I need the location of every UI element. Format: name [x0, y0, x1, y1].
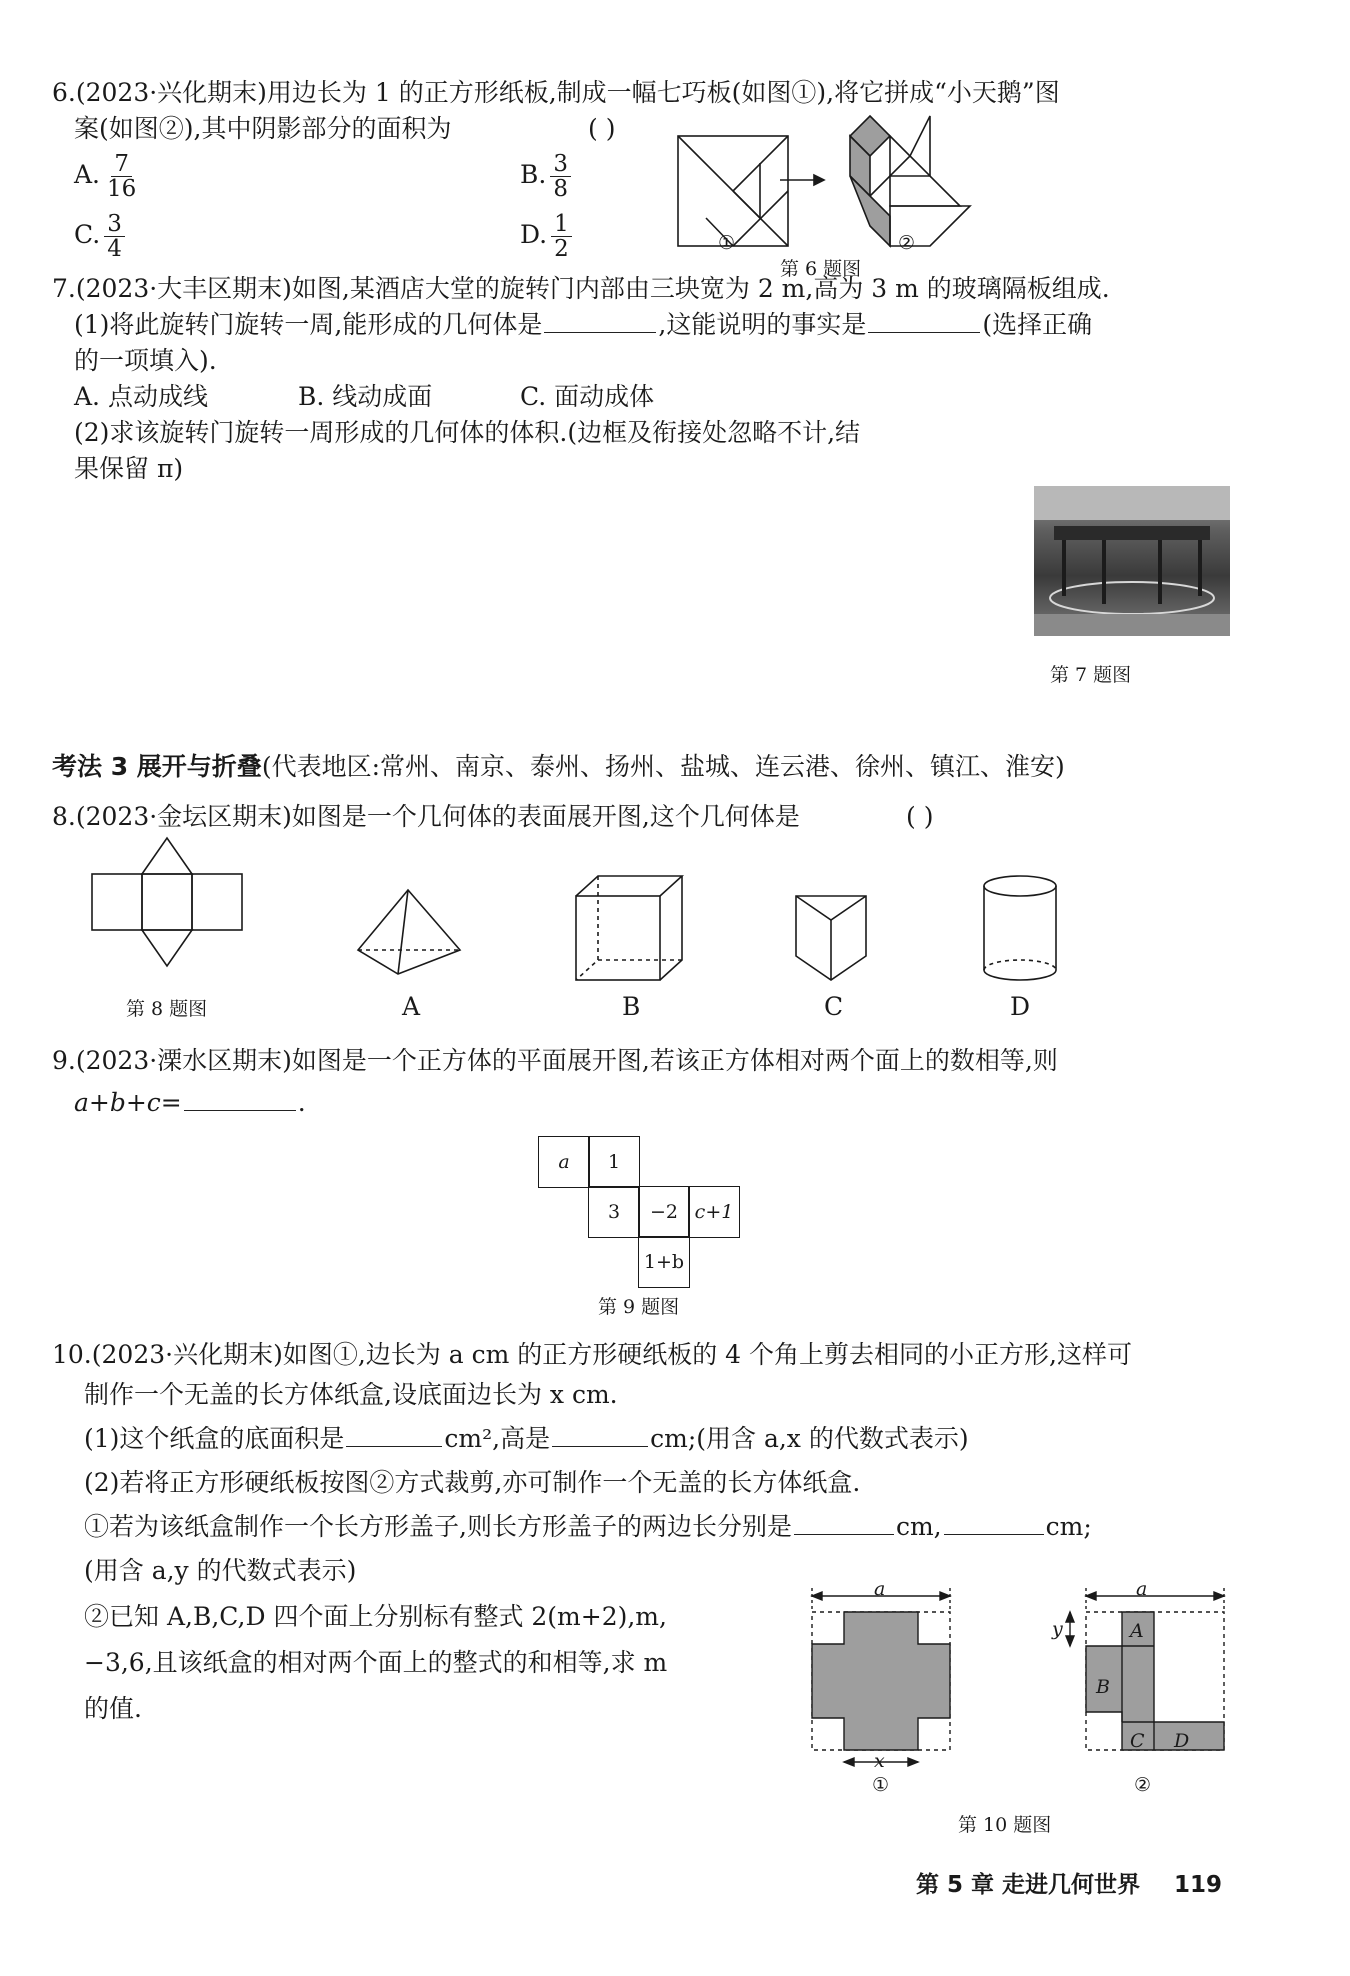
option-label: A.	[74, 160, 101, 190]
q8-line1: 8.(2023·金坛区期末)如图是一个几何体的表面展开图,这个几何体是	[52, 802, 800, 831]
q8-option-c-prism	[794, 894, 874, 984]
q10-fig2-y-label: y	[1052, 1618, 1063, 1640]
q10-line9: 的值.	[84, 1694, 142, 1723]
q6-answer-paren: ( )	[588, 114, 616, 143]
arrow-icon	[780, 175, 824, 185]
q7-option-a: A. 点动成线	[74, 382, 208, 411]
net-cell: c+1	[688, 1186, 740, 1238]
revolving-door-photo	[1034, 486, 1230, 636]
q10-line5: ①若为该纸盒制作一个长方形盖子,则长方形盖子的两边长分别是 cm, cm;	[84, 1512, 1092, 1541]
net-cell: a	[538, 1136, 590, 1188]
q10-fig2-face-c: C	[1130, 1730, 1145, 1752]
net-cell: 1	[588, 1136, 640, 1188]
q10-line1: 10.(2023·兴化期末)如图①,边长为 a cm 的正方形硬纸板的 4 个角上剪去相同的小正方形,这样可	[52, 1340, 1132, 1369]
q10-fig2-face-b: B	[1096, 1676, 1110, 1698]
option-label: C.	[74, 220, 101, 250]
swan-figure	[850, 116, 970, 246]
net-cell: −2	[638, 1186, 690, 1238]
q10-line7: ②已知 A,B,C,D 四个面上分别标有整式 2(m+2),m,	[84, 1602, 667, 1631]
q9-line2: a+b+c= .	[74, 1088, 306, 1117]
q7-option-c: C. 面动成体	[520, 382, 655, 411]
q7-line1: 7.(2023·大丰区期末)如图,某酒店大堂的旋转门内部由三块宽为 2 m,高为 3 m 的玻璃隔板组成.	[52, 274, 1110, 303]
q10-figure-1	[810, 1582, 960, 1796]
q8-option-b-label: B	[622, 992, 641, 1021]
answer-blank[interactable]	[346, 1424, 442, 1447]
q6-line2: 案(如图②),其中阴影部分的面积为	[74, 114, 452, 143]
q7-line3: 的一项填入).	[74, 346, 217, 375]
q9-line1: 9.(2023·溧水区期末)如图是一个正方体的平面展开图,若该正方体相对两个面上的数相等,则	[52, 1046, 1058, 1075]
q10-line3: (1)这个纸盒的底面积是 cm²,高是 cm;(用含 a,x 的代数式表示)	[84, 1424, 969, 1453]
option-label: B.	[520, 160, 547, 190]
answer-blank[interactable]	[868, 310, 980, 333]
option-label: D.	[520, 220, 548, 250]
q7-caption: 第 7 题图	[1050, 664, 1132, 686]
q10-line4: (2)若将正方形硬纸板按图②方式裁剪,亦可制作一个无盖的长方体纸盒.	[84, 1468, 861, 1497]
q10-line6: (用含 a,y 的代数式表示)	[84, 1556, 357, 1585]
q10-fig2-a-label: a	[1136, 1578, 1148, 1600]
answer-blank[interactable]	[544, 310, 656, 333]
q8-answer-paren: ( )	[906, 802, 934, 831]
q8-option-a-pyramid	[356, 888, 466, 988]
q10-fig1-a-label: a	[874, 1578, 886, 1600]
answer-blank[interactable]	[794, 1512, 894, 1535]
tangram-square	[678, 136, 788, 246]
q8-net-figure	[90, 834, 250, 994]
q10-fig2-face-d: D	[1174, 1730, 1190, 1752]
q8-option-b-cube	[574, 874, 684, 986]
section-3-heading: 考法 3 展开与折叠(代表地区:常州、南京、泰州、扬州、盐城、连云港、徐州、镇江、淮安)	[52, 752, 1065, 781]
q7-line2: (1)将此旋转门旋转一周,能形成的几何体是 ,这能说明的事实是 (选择正确	[74, 310, 1093, 339]
q7-line4: (2)求该旋转门旋转一周形成的几何体的体积.(边框及衔接处忽略不计,结	[74, 418, 861, 447]
net-cell: 1+b	[638, 1236, 690, 1288]
q8-option-a-label: A	[402, 992, 421, 1021]
q6-option-b: B. $\frac{3}{8}$	[520, 152, 571, 201]
q10-line2: 制作一个无盖的长方体纸盒,设底面边长为 x cm.	[84, 1380, 618, 1409]
q10-fig2-num: ②	[1134, 1774, 1152, 1796]
q10-fig1-x-label: x	[874, 1750, 885, 1772]
q6-option-d: D. $\frac{1}{2}$	[520, 212, 572, 261]
q6-option-a: A. $\frac{7}{16}$	[74, 151, 137, 203]
q6-fig2-label: ②	[898, 232, 916, 254]
q10-figure-2	[1064, 1582, 1234, 1762]
q7-line5: 果保留 π)	[74, 454, 184, 483]
page-number: 119	[1174, 1872, 1223, 1898]
q8-option-c-label: C	[824, 992, 844, 1021]
q6-option-c: C. $\frac{3}{4}$	[74, 212, 125, 261]
q10-fig1-num: ①	[872, 1774, 890, 1796]
q6-line1: 6.(2023·兴化期末)用边长为 1 的正方形纸板,制成一幅七巧板(如图①),将它拼成“小天鹅”图	[52, 78, 1060, 107]
net-cell: 3	[588, 1186, 640, 1238]
footer-chapter: 第 5 章 走进几何世界	[916, 1872, 1141, 1898]
answer-blank[interactable]	[944, 1512, 1044, 1535]
q6-fig1-label: ①	[718, 232, 736, 254]
q10-fig2-face-a: A	[1130, 1620, 1144, 1642]
q10-caption: 第 10 题图	[958, 1814, 1052, 1836]
q8-caption: 第 8 题图	[126, 998, 208, 1020]
q6-caption: 第 6 题图	[780, 258, 862, 280]
q9-caption: 第 9 题图	[598, 1296, 680, 1318]
q7-option-b: B. 线动成面	[298, 382, 433, 411]
answer-blank[interactable]	[552, 1424, 648, 1447]
q8-option-d-cylinder	[980, 874, 1060, 986]
answer-blank[interactable]	[184, 1088, 296, 1111]
q10-line8: −3,6,且该纸盒的相对两个面上的整式的和相等,求 m	[84, 1648, 668, 1677]
q8-option-d-label: D	[1010, 992, 1031, 1021]
